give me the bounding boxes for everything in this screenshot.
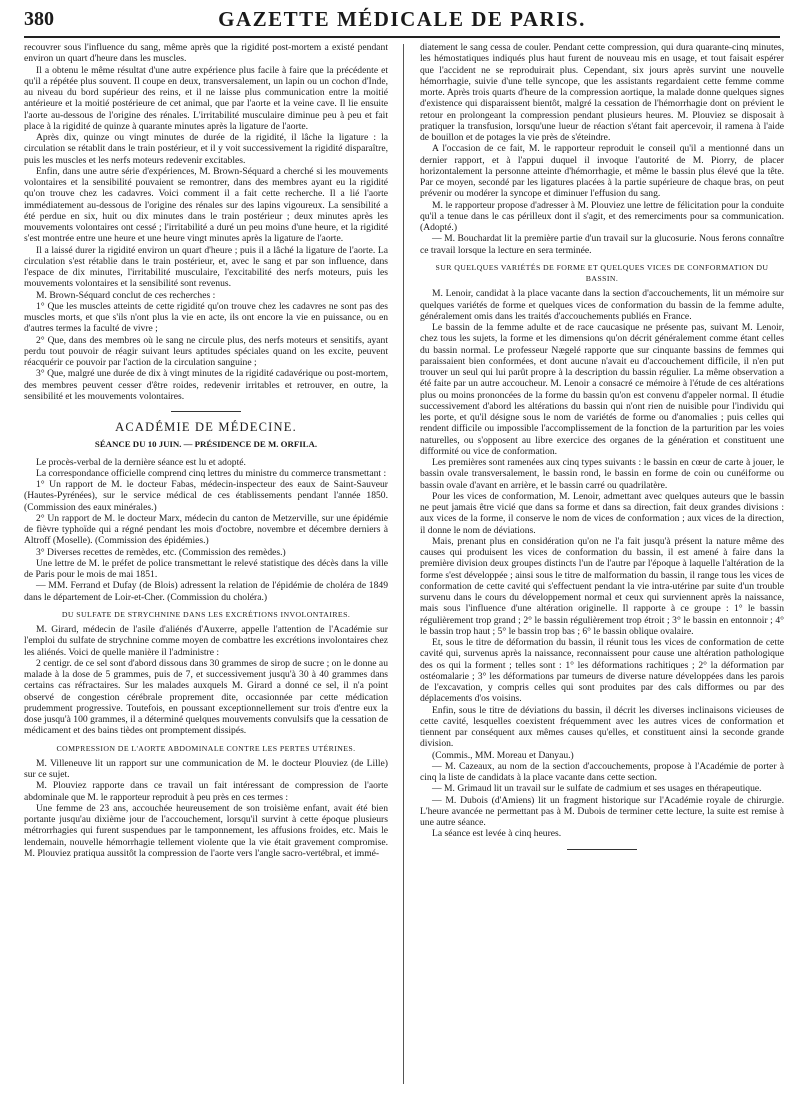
paragraph: — M. Grimaud lit un travail sur le sulfate de cadmium et ses usages en thérapeutique. xyxy=(432,783,762,795)
session-line: SÉANCE DU 10 JUIN. — PRÉSIDENCE DE M. ORFILA. xyxy=(94,439,318,450)
section-divider xyxy=(171,411,241,412)
paragraph: M. Villeneuve lit un rapport sur une communication de M. le docteur Plouviez (de Lille) sur ce sujet. xyxy=(24,757,388,780)
paragraph: Il a laissé durer la rigidité environ un quart d'heure ; puis il a lâché la ligature de l'aorte. La circulation s'est rétablie dans le train postérieur, et, avec le sang et par son influence, dans l'espace de dix minutes, l'irritabilité musculaire, l'excitabilité des nerfs moteurs, puis les mouvements volontaires et la sensibilité sont revenus. xyxy=(24,244,388,290)
right-column xyxy=(420,42,784,858)
paragraph: — MM. Ferrand et Dufay (de Blois) adressent la relation de l'épidémie de choléra de 1849 dans le département de Loir-et-Cher. (Commission du choléra.) xyxy=(24,580,388,603)
paragraph: Pour les vices de conformation, M. Lenoir, admettant avec quelques auteurs que le bassin ne peut jamais être vicié que dans sa forme et dans sa direction, fait deux grandes divisions : aux vices de la forme, il conserve le nom de vices de conformation ; aux vices de la direction, il donne le nom de déviations. xyxy=(420,490,784,536)
paragraph: A l'occasion de ce fait, M. le rapporteur reproduit le conseil qu'il a mentionné dans un dernier rapport, et à l'appui duquel il invoque l'autorité de M. Piorry, de placer horizontalement la personne atteinte d'hémorrhagie, et même le bassin plus élevé que la tête. Par ce moyen, secondé par les ligatures placées à la partie supérieure de chaque bras, on peut prévenir ou modérer la syncope et diminuer l'effusion du sang. xyxy=(420,143,784,200)
subsection-heading: SUR QUELQUES VARIÉTÉS DE FORME ET QUELQUES VICES DE CONFORMATION DU BASSIN. xyxy=(435,262,769,283)
paragraph: Mais, prenant plus en considération qu'on ne l'a fait jusqu'à présent la nature même des causes qui produisent les vices de conformation du bassin, il est amené à faire dans la première division deux groupes distincts l'un de l'autre par l'époque à laquelle l'altération de la forme s'est développée ; ainsi sous le titre de malformation du bassin, il range tous les vices de conformation de cette cavité qui s'effectuent pendant la vie intra-utérine par suite d'un trouble survenu dans le cours du développement normal et ceux qui surviennent après la naissance, mais sous l'influence d'une altération originelle. Il rapporte à ce groupe : 1° le bassin régulièrement trop grand ; 2° le bassin régulièrement trop étroit ; 3° le bassin en entonnoir ; 4° le bassin trop haut ; 5° le bassin trop bas ; 6° le bassin oblique ovalaire. xyxy=(420,535,784,637)
paragraph: — M. Dubois (d'Amiens) lit un fragment historique sur l'Académie royale de chirurgie. L'heure avancée ne permettant pas à M. Dubois de terminer cette lecture, la suite est remise à une autre séance. xyxy=(420,794,784,828)
paragraph: — M. Cazeaux, au nom de la section d'accouchements, propose à l'Académie de porter à cinq la liste de candidats à la place vacante dans cette section. xyxy=(420,760,784,783)
paragraph: Enfin, dans une autre série d'expériences, M. Brown-Séquard a cherché si les mouvements volontaires et la sensibilité pouvaient se remontrer, dans des membres ayant eu la rigidité qu'on trouve chez les cadavres. Voici comment il a fait cette recherche. Il a lié l'aorte immédiatement au-dessous de l'origine des rénales sur des lapins vigoureux. La sensibilité a été perdue en six, huit ou dix minutes dans le train postérieur ; deux minutes après les mouvements volontaires ont cessé ; l'irritabilité a duré un peu moins d'une heure, et la rigidité s'est montrée entre une heure et une heure vingt minutes après la ligature de l'aorte. xyxy=(24,165,388,245)
paragraph: Enfin, sous le titre de déviations du bassin, il décrit les diverses inclinaisons vicieuses de cette cavité, lesquelles coexistent fréquemment avec les autres vices de conformation et tiennent par conséquent aux mêmes causes qu'elles, et constituent ainsi la seconde grande division. xyxy=(420,704,784,750)
paragraph: Une femme de 23 ans, accouchée heureusement de son troisième enfant, avait été bien portante jusqu'au dixième jour de l'accouchement, lorsqu'il survint à cette époque plusieurs métrorrhagies qui furent suspendues par le tamponnement, les affusions froides, etc. Mais le lendemain, nouvelle hémorrhagie tellement violente que la vie était gravement compromise. M. Plouviez pratiqua aussitôt la compression de l'aorte vers l'angle sacro-vertébral, et immé- xyxy=(24,802,388,859)
paragraph: 1° Que les muscles atteints de cette rigidité qu'on trouve chez les cadavres ne sont pas des muscles morts, et que s'ils n'ont plus la vie en acte, ils ont encore la vie en puissance, ou en d'autres termes la faculté de vivre ; xyxy=(24,300,388,335)
running-title: GAZETTE MÉDICALE DE PARIS. xyxy=(218,7,586,31)
left-column xyxy=(24,42,388,859)
paragraph: 2 centigr. de ce sel sont d'abord dissous dans 30 grammes de sirop de sucre ; on le donne au malade à la dose de 5 grammes, puis de 7, et successivement jusqu'à 30 à 40 grammes dans certains cas réfractaires. Sur les malades auxquels M. Girard a donné ce sel, il n'a point observé de congestion cérébrale proprement dite, occasionnée par cette médication prudemment progressive. Toutefois, en poussant exceptionnellement sur trois d'entre eux la dose jusqu'à 100 grammes, il a déterminé quelques mouvements convulsifs que la cessation de médicament et des bains tièdes ont promptement dissipés. xyxy=(24,657,388,737)
paragraph: La correspondance officielle comprend cinq lettres du ministre du commerce transmettant : xyxy=(36,467,387,479)
paragraph: Après dix, quinze ou vingt minutes de durée de la rigidité, il lâche la ligature : la circulation se rétablit dans le train postérieur, et il y voit successivement la rigidité disparaître, puis les muscles et les nerfs moteurs redevenir excitables. xyxy=(24,132,388,166)
paragraph: Une lettre de M. le préfet de police transmettant le relevé statistique des décès dans la ville de Paris pour le mois de mai 1851. xyxy=(24,557,388,580)
page-number: 380 xyxy=(24,8,54,30)
paragraph: 1° Un rapport de M. le docteur Fabas, médecin-inspecteur des eaux de Saint-Sauveur (Hautes-Pyrénées), sur le service médical de ces établissements pendant l'année 1850. (Commission des eaux minérales.) xyxy=(24,479,388,513)
paragraph: 3° Diverses recettes de remèdes, etc. (Commission des remèdes.) xyxy=(36,546,286,558)
page-header xyxy=(24,6,780,38)
section-heading: ACADÉMIE DE MÉDECINE. xyxy=(115,420,297,434)
paragraph: 2° Que, dans des membres où le sang ne circule plus, des nerfs moteurs et sensitifs, ayant perdu tout pouvoir de réagir suivant leurs aptitudes spéciales quand on les excite, peuvent réacquérir ce pouvoir par l'action de la circulation sanguine ; xyxy=(24,334,388,368)
paragraph: Il a obtenu le même résultat d'une autre expérience plus facile à faire que la précédente et qu'il a répétée plus souvent. Il coupe en deux, transversalement, un lapin ou un cochon d'Inde, au niveau du bord supérieur des reins, et il ne laisse plus communication entre la moitié antérieure et la moitié postérieure de cet animal, que par l'aorte et la veine cave. Il lie ensuite l'aorte au-dessous de l'origine des rénales. L'irritabilité musculaire diminue peu à peu et fait place à la rigidité de quinze à quarante minutes après la ligature de l'aorte. xyxy=(24,64,388,132)
paragraph: M. Lenoir, candidat à la place vacante dans la section d'accouchements, lit un mémoire sur quelques variétés de forme et quelques vices de conformation du bassin de la femme adulte, généralement omis dans les traités d'accouchements publiés en France. xyxy=(420,288,784,322)
subsection-heading: DU SULFATE DE STRYCHNINE DANS LES EXCRÉTIONS INVOLONTAIRES. xyxy=(61,609,351,619)
paragraph: recouvrer sous l'influence du sang, même après que la rigidité post-mortem a existé pendant environ un quart d'heure dans les muscles. xyxy=(24,42,388,65)
paragraph: diatement le sang cessa de couler. Pendant cette compression, qui dura quarante-cinq minutes, les hémostatiques indiqués plus haut furent de nouveau mis en usage, et tout faisait espérer que l'accident ne se reproduirait plus. Cependant, six jours après survint une nouvelle hémorrhagie, suivie d'une telle syncope, que les assistants regardaient cette femme comme morte. Après trois quarts d'heure de la compression aortique, la malade donne quelques signes d'existence qui disparaissent bientôt, malgré la cessation de l'hémorrhagie dont on prévient le retour en prolongeant la compression pendant plusieurs heures. M. Plouviez se disposait à pratiquer la transfusion, lorsqu'une lueur de réaction s'étant fait apercevoir, il ramena à l'aide de bouillon et de potages la vie près de s'éteindre. xyxy=(420,42,784,143)
paragraph: M. le rapporteur propose d'adresser à M. Plouviez une lettre de félicitation pour la conduite qu'il a tenue dans le cas périlleux dont il s'agit, et des remerciments pour sa communication. (Adopté.) xyxy=(420,199,784,233)
paragraph: Le bassin de la femme adulte et de race caucasique ne présente pas, suivant M. Lenoir, chez tous les sujets, la forme et les dimensions qu'on décrit généralement comme étant celles du bassin normal. Le professeur Nægelé rapporte que sur cinquante bassins de femmes qui paraissaient bien conformées, et dont aucune n'avait eu d'accouchement difficile, il n'en put trouver un seul qui lui parût propre à la description du bassin régulier. La même observation a été faite par un autre accoucheur. M. Lenoir a consacré ce mémoire à l'étude de ces altérations plus ou moins prononcées de la forme du bassin qu'on est convenu d'appeler normal. Il étudie successivement d'abord les altérations du bassin qui n'ont rien de nuisible pour l'individu qui les porte, et qu'il désigne sous le nom de variétés de forme ou d'anomalies ; puis celles qui rendent difficile ou impossible l'accomplissement de la fonction de la parturition par les voies naturelles, ou s'opposent au libre exercice des organes de la génération et constituent une difformité ou vice de conformation. xyxy=(420,322,784,457)
paragraph: Les premières sont ramenées aux cinq types suivants : le bassin en cœur de carte à jouer, le bassin ovale transversalement, le bassin rond, le bassin en forme de coin ou cunéiforme ou bassin ovale d'avant en arrière, et le bassin carré ou quadrilatère. xyxy=(420,457,784,491)
paragraph: Le procès-verbal de la dernière séance est lu et adopté. xyxy=(36,456,246,468)
paragraph: M. Brown-Séquard conclut de ces recherches : xyxy=(36,289,216,301)
subsection-heading: COMPRESSION DE L'AORTE ABDOMINALE CONTRE LES PERTES UTÉRINES. xyxy=(56,743,356,753)
paragraph: M. Plouviez rapporte dans ce travail un fait intéressant de compression de l'aorte abdominale que M. le rapporteur reproduit à peu près en ces termes : xyxy=(24,780,388,803)
paragraph: 3° Que, malgré une durée de dix à vingt minutes de la rigidité cadavérique ou post-mortem, des membres peuvent cesser d'être roides, redevenir irritables et retrouver, en outre, la sensibilité et les mouvements volontaires. xyxy=(24,368,388,402)
paragraph: Et, sous le titre de déformation du bassin, il réunit tous les vices de conformation de cette cavité qui, survenus après la naissance, reconnaissent pour cause une altération pathologique des os qui la forment ; telles sont : 1° les déformations rachitiques ; 2° la déformation par ostéomalarie ; 3° les déformations par tumeurs de diverse nature développées dans les parois de l'excavation, y compris celles qui sont produites par des cals difformes ou par des déplacements d'os voisins. xyxy=(420,637,784,705)
paragraph: — M. Bouchardat lit la première partie d'un travail sur la glucosurie. Nous ferons connaître ce travail lorsque la lecture en sera terminée. xyxy=(420,233,784,256)
paragraph: La séance est levée à cinq heures. xyxy=(432,828,562,840)
paragraph: 2° Un rapport de M. le docteur Marx, médecin du canton de Metzerville, sur une épidémie de fièvre typhoïde qui a régné pendant les mois d'octobre, novembre et décembre derniers à Altroff (Moselle). (Commission des épidémies.) xyxy=(24,512,388,547)
end-divider xyxy=(567,849,637,850)
paragraph: M. Girard, médecin de l'asile d'aliénés d'Auxerre, appelle l'attention de l'Académie sur l'emploi du sulfate de strychnine comme moyen de combattre les excrétions involontaires chez les aliénés. Voici de quelle manière il l'administre : xyxy=(24,624,388,658)
column-rule xyxy=(403,44,404,1084)
paragraph: (Commis., MM. Moreau et Danyau.) xyxy=(432,749,574,761)
